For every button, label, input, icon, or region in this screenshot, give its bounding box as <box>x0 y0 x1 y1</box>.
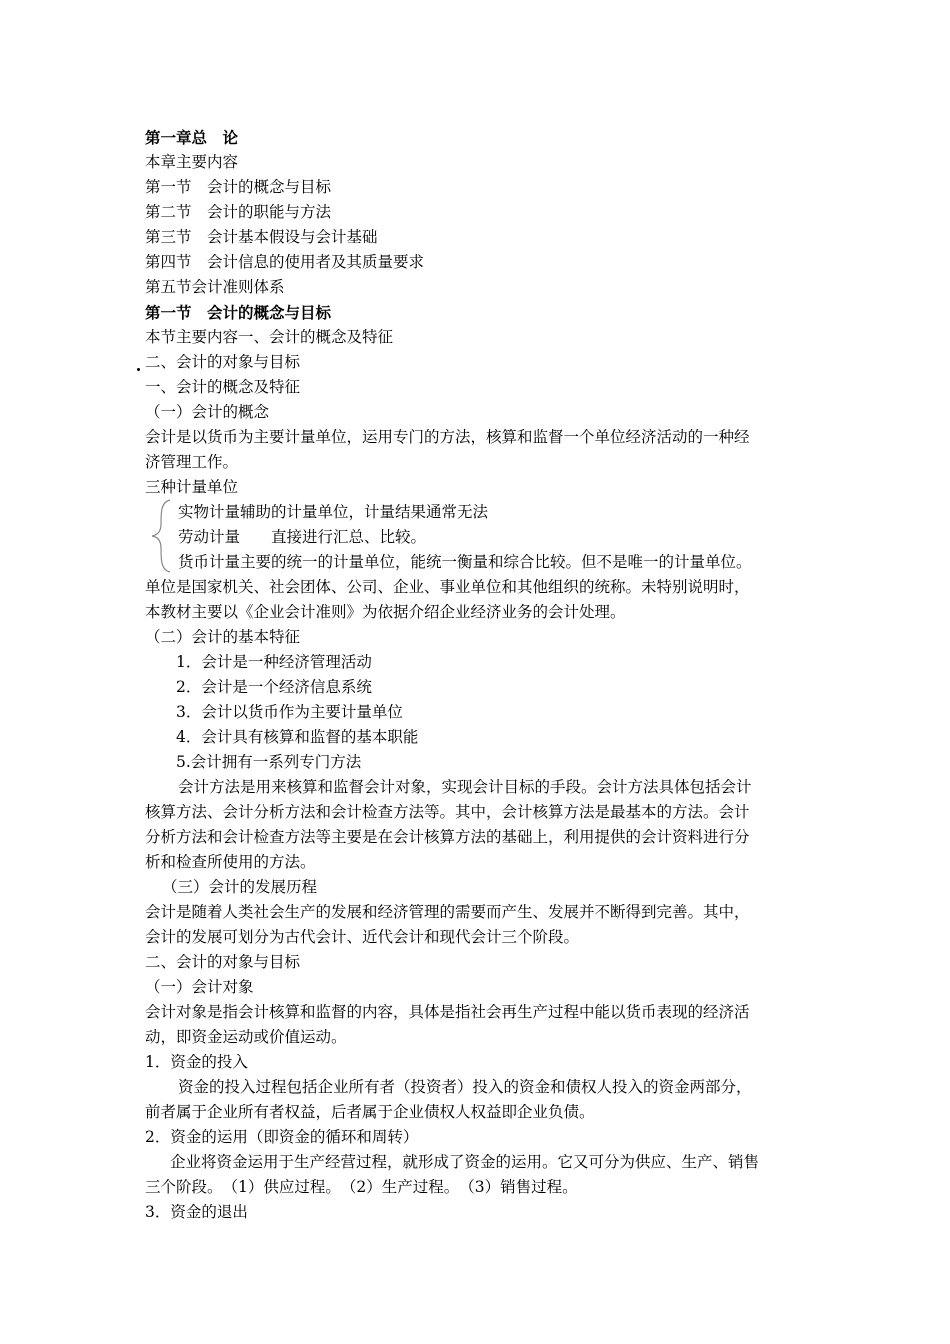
subsection-heading: （二）会计的基本特征 <box>145 628 301 646</box>
paragraph-line: 企业将资金运用于生产经营过程，就形成了资金的运用。它又可分为供应、生产、销售 <box>170 1153 760 1171</box>
paragraph-line: 分析方法和会计检查方法等主要是在会计核算方法的基础上，利用提供的会计资料进行分 <box>145 828 750 846</box>
list-item: 5.会计拥有一系列专门方法 <box>176 753 362 771</box>
paragraph-line: 会计的发展可划分为古代会计、近代会计和现代会计三个阶段。 <box>145 928 580 946</box>
chapter-title: 第一章总 论 <box>145 128 239 147</box>
paragraph-line: 三个阶段。 （1）供应过程。 （2）生产过程。 （3）销售过程。 <box>145 1178 578 1196</box>
paragraph-line: 会计对象是指会计核算和监督的内容，具体是指社会再生产过程中能以货币表现的经济活 <box>145 1003 750 1021</box>
list-item: 2．资金的运用（即资金的循环和周转） <box>145 1128 419 1146</box>
section-contents: 二、会计的对象与目标 <box>145 353 301 371</box>
paragraph-line: 资金的投入过程包括企业所有者（投资者）投入的资金和债权人投入的资金两部分， <box>178 1078 752 1096</box>
section-contents: 本节主要内容一、会计的概念及特征 <box>145 328 394 346</box>
list-item: 3．资金的退出 <box>145 1203 248 1221</box>
list-item: 1．资金的投入 <box>145 1053 248 1071</box>
list-item: 3．会计以货币作为主要计量单位 <box>176 703 403 721</box>
list-item: 4．会计具有核算和监督的基本职能 <box>176 728 419 746</box>
paragraph-line: 单位是国家机关、社会团体、公司、企业、事业单位和其他组织的统称。未特别说明时， <box>145 578 750 596</box>
paragraph-line: 会计是以货币为主要计量单位，运用专门的方法，核算和监督一个单位经济活动的一种经 <box>145 428 750 446</box>
paragraph-line: 会计方法是用来核算和监督会计对象，实现会计目标的手段。会计方法具体包括会计 <box>178 778 752 796</box>
subsection-heading: 一、会计的概念及特征 <box>145 378 301 396</box>
paragraph-line: 本教材主要以《企业会计准则》为依据介绍企业经济业务的会计处理。 <box>145 603 626 621</box>
subsection-heading: 二、会计的对象与目标 <box>145 953 301 971</box>
unit-item: 货币计量主要的统一的计量单位，能统一衡量和综合比较。但不是唯一的计量单位。 <box>178 553 752 571</box>
unit-item: 劳动计量 直接进行汇总、比较。 <box>178 528 427 546</box>
unit-item: 实物计量辅助的计量单位，计量结果通常无法 <box>178 503 489 521</box>
paragraph-line: 三种计量单位 <box>145 478 239 496</box>
brace-icon <box>148 498 174 574</box>
paragraph-line: 会计是随着人类社会生产的发展和经济管理的需要而产生、发展并不断得到完善。其中， <box>145 903 750 921</box>
paragraph-line: 析和检查所使用的方法。 <box>145 853 316 871</box>
subsection-heading: （三）会计的发展历程 <box>162 878 318 896</box>
paragraph-line: 前者属于企业所有者权益，后者属于企业债权人权益即企业负债。 <box>145 1103 595 1121</box>
section-title: 第一节 会计的概念与目标 <box>145 303 332 322</box>
list-item: 2．会计是一个经济信息系统 <box>176 678 372 696</box>
list-item: 1．会计是一种经济管理活动 <box>176 653 372 671</box>
paragraph-line: 动，即资金运动或价值运动。 <box>145 1028 347 1046</box>
subsection-heading: （一）会计的概念 <box>145 403 270 421</box>
stray-dot-mark <box>137 368 140 371</box>
paragraph-line: 济管理工作。 <box>145 453 239 471</box>
paragraph-line: 核算方法、会计分析方法和会计检查方法等。其中，会计核算方法是最基本的方法。会计 <box>145 803 750 821</box>
toc-item: 第三节 会计基本假设与会计基础 <box>145 228 378 246</box>
toc-item: 第一节 会计的概念与目标 <box>145 178 332 196</box>
subsection-heading: （一）会计对象 <box>145 978 254 996</box>
toc-item: 第四节 会计信息的使用者及其质量要求 <box>145 253 425 271</box>
toc-item: 第二节 会计的职能与方法 <box>145 203 332 221</box>
toc-item: 第五节会计准则体系 <box>145 278 285 296</box>
chapter-contents-heading: 本章主要内容 <box>145 153 239 171</box>
